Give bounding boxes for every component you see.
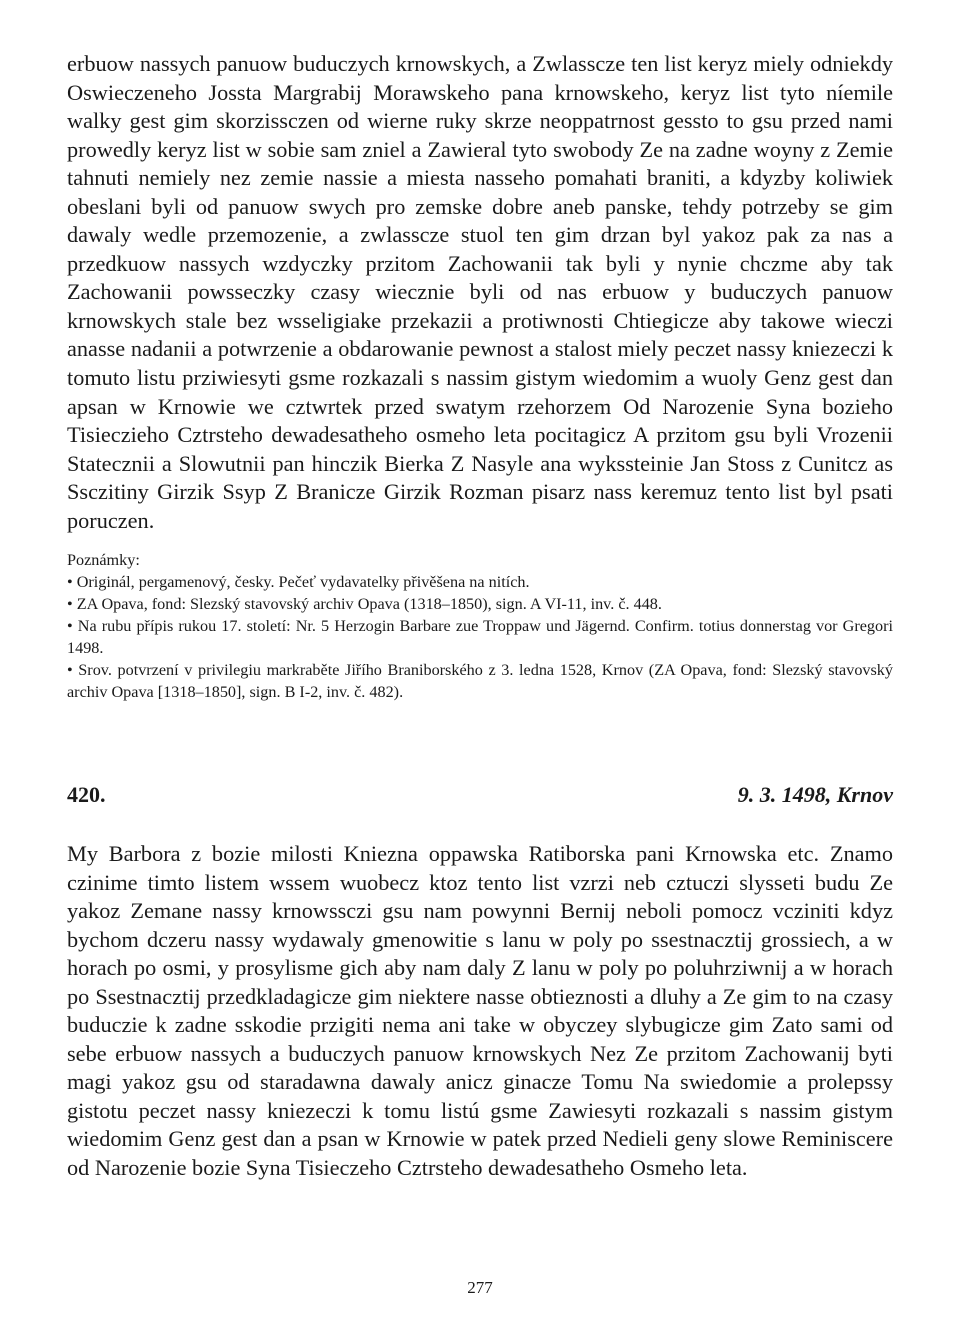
page-number: 277 xyxy=(467,1278,493,1297)
note-item: • Originál, pergamenový, česky. Pečeť vydavatelky přivěšena na nitích. xyxy=(67,573,530,592)
document-body xyxy=(67,840,893,1183)
page-top-section xyxy=(67,50,893,703)
note-item: • ZA Opava, fond: Slezský stavovský archiv Opava (1318–1850), sign. A VI-11, inv. č. 448. xyxy=(67,595,662,614)
document-number: 420. xyxy=(67,782,106,807)
notes-heading: Poznámky: xyxy=(67,551,140,570)
document-header xyxy=(67,782,893,812)
note-item: • Na rubu přípis rukou 17. století: Nr. 5 Herzogin Barbare zue Troppaw und Jägernd. Confirm. totius donnerstag vor Gregori 1498. xyxy=(67,617,893,658)
note-item: • Srov. potvrzení v privilegiu markraběte Jiřího Braniborského z 3. ledna 1528, Krnov (ZA Opava, fond: Slezský stavovský archiv Opava [1318–1850], sign. B I-2, inv. č. 482). xyxy=(67,661,893,702)
document-date-place: 9. 3. 1498, Krnov xyxy=(737,782,893,807)
notes-section xyxy=(67,549,893,703)
continuation-paragraph: erbuow nassych panuow buduczych krnowskych, a Zwlasscze ten list keryz miely odniekdy Oswieczeneho Jossta Margrabij Morawskeho pana krnowskeho, keryz list tyto níemile walky gest gim skorzissczen od wierne ruky skrze neoppatrnost gessto to gsu przed nami prowedly keryz list w sobie sam zniel a Zawieral tyto swobody Ze na zadne woyny z Zemie tahnuti nemiely nez zemie nassie a miesta nasseho pomahati braniti, a kdyzby koliwiek obeslani byli od panuow swych pro zemske dobre aneb panske, tehdy potrzeby se gim dawaly wedle przemozenie, a zwlasscze stuol ten gim drzan byl yakoz pak za nas a przedkuow nassych wzdyczky przitom Zachowanii tak byli y nynie chczme aby tak Zachowanii powsseczky czasy wiecznie byli od nas erbuow y buduczych panuow krnowskych stale bez wsseligiake przekazii a protiwnosti Chtiegicze aby takowe wieczi anasse nadanii a potwrzenie a obdarowanie pewnost a stalost miely peczet nassy kniezeczi k tomuto listu prziwiesyti gsme rozkazali s nassim gistym wiedomim a wuoly Genz gest dan apsan w Krnowie we cztwrtek przed swatym rzehorzem Od Narozenie Syna bozieho Tisiecziehо Cztrsteho dewadesatheho osmeho leta pocitagicz A przitom gsu byli Vrozenii Statecznii a Slowutnii pan hinczik Bierka Z Nasyle ana wyksstеinie Jan Stoss z Cunitcz as Ssczitiny Girzik Ssyp Z Branicze Girzik Rozman pisarz nass keremuz tento list byl psati poruczen. xyxy=(67,51,893,533)
document-text: My Barbora z bozie milosti Kniezna oppawska Ratiborska pani Krnowska etc. Znamo czinime timto listem wssem wuobecz ktoz tento list vzrzi neb cztuczi slysseti budu Ze yakoz Zemane nassy krnowssczi gsu nam powynni Bernij neboli pomocz vcziniti kdyz bychom dczeru nassy wydawaly gmenowitie s lanu w poly po ssestnacztij grossiech, a w horach po osmi, y prosylisme gich aby nam daly Z lanu w poly po poluhrziwnij a w horach po Ssestnacztij przedkladagicze gim niektere nasse obtieznosti a dluhy a Ze gim to na czasy buduczie k zadne sskodie przigiti nema ani take w obyczey slybugicze gim Zato sami od sebe erbuow nassych a buduczych panuow krnowskych Nez Ze przitom Zachowanij byti magi yakoz gsu od staradawna dawaly anicz ginacze Tomu Na swiedomie a prolepssy gistotu peczet nassy kniezeczi k tomu listú gsme Zawiesyti rozkazali s nassim gistym wiedomim Genz gest dan a psan w Krnowie w patek przed Nedieli geny slowe Reminiscere od Narozenie bozie Syna Tisieczeho Cztrsteho dewadesatheho Osmeho leta. xyxy=(67,841,893,1181)
